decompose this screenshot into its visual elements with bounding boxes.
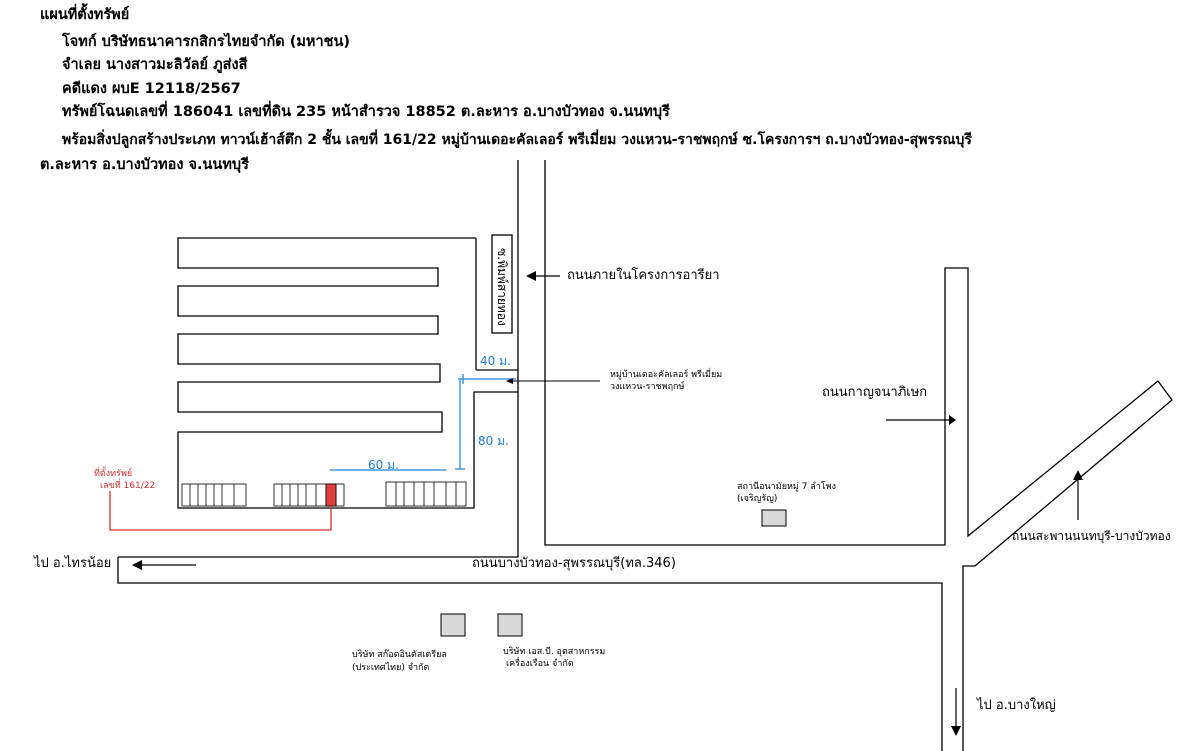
defendant-line: จำเลย นางสาวมะลิวัลย์ ภูส่งสี xyxy=(62,57,248,73)
kanchanaphisek-arrow-head xyxy=(949,415,956,425)
to-sai-noi-label: ไป อ.ไทรน้อย xyxy=(34,556,112,571)
company1-line2: (ประเทศไทย) จำกัด xyxy=(352,663,430,673)
distance-lines xyxy=(330,374,516,470)
internal-road-arrow-head xyxy=(526,271,536,281)
village-label-line1: หมู่บ้านเดอะคัลเลอร์ พรีเมี่ยม xyxy=(610,370,723,380)
property-unit xyxy=(326,484,336,506)
soi-label-wrap xyxy=(493,240,511,334)
health-station-building xyxy=(762,510,786,526)
plaintiff-line: โจทก์ บริษัทธนาคารกสิกรไทยจำกัด (มหาชน) xyxy=(62,34,351,50)
saphan-arrow-head xyxy=(1073,470,1083,480)
to-bang-yai-label: ไป อ.บางใหญ่ xyxy=(977,698,1056,713)
village-label-line2: วงแหวน-ราชพฤกษ์ xyxy=(610,382,685,392)
property-marker-line1: ที่ตั้งทรัพย์ xyxy=(94,469,133,479)
map-title: แผนที่ตั้งทรัพย์ xyxy=(40,7,130,23)
property-deed-line: ทรัพย์โฉนดเลขที่ 186041 เลขที่ดิน 235 หน้าสำรวจ 18852 ต.ละหาร อ.บางบัวทอง จ.นนทบุรี xyxy=(62,104,670,120)
distance-40-label: 40 ม. xyxy=(480,354,511,368)
company2-building xyxy=(498,614,522,636)
health-station-line1: สถานีอนามัยหมู่ 7 ลำโพง xyxy=(737,482,837,492)
property-marker-line2: เลขที่ 161/22 xyxy=(100,481,156,491)
company1-line1: บริษัท สก๊อตอินดัสเตรียล xyxy=(352,650,447,660)
kanchanaphisek-label: ถนนกาญจนาภิเษก xyxy=(822,385,928,400)
saphan-road-label: ถนนสะพานนนทบุรี-บางบัวทอง xyxy=(1012,529,1171,543)
soi-label: ซ.พิมพ์สายทอง xyxy=(495,248,509,326)
main-road-label: ถนนบางบัวทอง-สุพรรณบุรี(ทล.346) xyxy=(472,556,676,571)
distance-80-label: 80 ม. xyxy=(478,434,509,448)
bang-yai-arrow-head xyxy=(951,726,961,736)
distance-60-label: 60 ม. xyxy=(368,458,399,472)
sai-noi-arrow-head xyxy=(132,560,142,570)
company1-building xyxy=(441,614,465,636)
building-line: พร้อมสิ่งปลูกสร้างประเภท ทาวน์เฮ้าส์ตึก 2 ชั้น เลขที่ 161/22 หมู่บ้านเดอะคัลเลอร์ พรีเมี่ยม วงแหวน-ราชพฤกษ์ ซ.โครงการฯ ถ.บางบัวทอง-สุพรรณบุรี xyxy=(62,132,972,148)
health-station-line2: (เจริญรัญ) xyxy=(737,494,778,504)
village-outline xyxy=(178,238,518,508)
main-road-north-segment xyxy=(545,160,1172,751)
location-line: ต.ละหาร อ.บางบัวทอง จ.นนทบุรี xyxy=(40,157,249,173)
internal-road-label: ถนนภายในโครงการอารียา xyxy=(567,268,720,283)
company2-line2: เครื่องเรือน จำกัด xyxy=(506,659,574,669)
case-number-line: คดีแดง ผบE 12118/2567 xyxy=(62,81,241,97)
company2-line1: บริษัท เอส.บี. อุตสาหกรรม xyxy=(503,647,606,657)
townhouse-rows xyxy=(182,482,466,506)
